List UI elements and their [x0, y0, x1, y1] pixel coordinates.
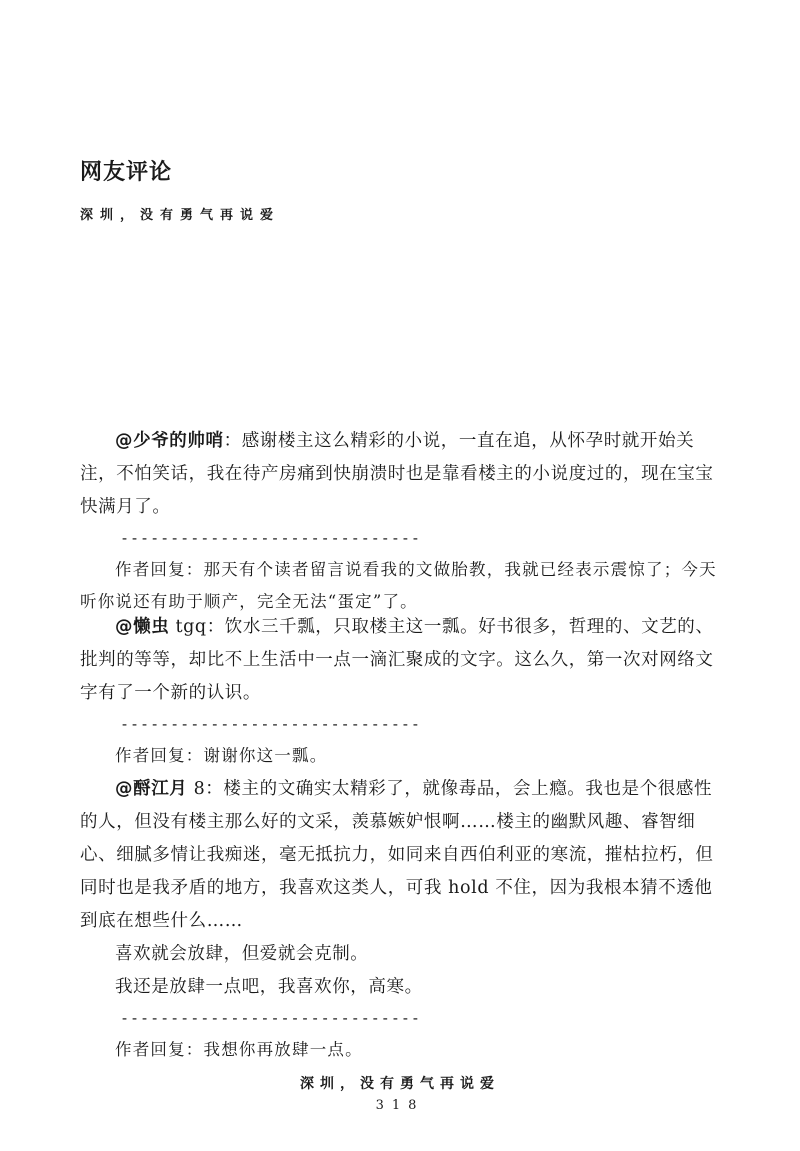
comment-block-1 [80, 425, 720, 618]
comment-text [80, 773, 720, 938]
comment-text [80, 425, 720, 524]
comment-extra-line: 喜欢就会放肆，但爱就会克制。 [115, 944, 369, 964]
author-reply: 作者回复：我想你再放肆一点。 [115, 1040, 363, 1059]
running-head: 深圳，没有勇气再说爱 [80, 208, 281, 223]
comment-block-2 [80, 611, 720, 772]
page-number: 318 [375, 1098, 425, 1113]
comment-handle: @懒虫 [115, 617, 170, 637]
section-title: 网友评论 [80, 160, 173, 185]
comment-text [80, 611, 720, 710]
divider: ------------------------------ [120, 529, 421, 547]
comment-body: 8：楼主的文确实太精彩了，就像毒品，会上瘾。我也是个很感性的人，但没有楼主那么好的文采，羡慕嫉妒恨啊……楼主的幽默风趣、睿智细心、细腻多情让我痴迷，毫无抵抗力，如同来自西伯利亚的寒流，摧枯拉朽，但同时也是我矛盾的地方，我喜欢这类人，可我 hold 不住，因为我根本猜不透他到底在想些什么…… [80, 779, 714, 931]
comment-handle: @少爷的帅哨 [115, 431, 224, 451]
author-reply: 作者回复：谢谢你这一瓢。 [115, 746, 328, 765]
comment-body: tgq：饮水三千瓢，只取楼主这一瓢。好书很多，哲理的、文艺的、批判的等等，却比不上生活中一点一滴汇聚成的文字。这么久，第一次对网络文字有了一个新的认识。 [80, 617, 714, 703]
comment-block-3 [80, 773, 720, 1066]
comment-body: ：感谢楼主这么精彩的小说，一直在追，从怀孕时就开始关注，不怕笑话，我在待产房痛到快崩溃时也是靠看楼主的小说度过的，现在宝宝快满月了。 [80, 431, 714, 517]
comment-extra-line: 我还是放肆一点吧，我喜欢你，高寒。 [115, 977, 423, 997]
comment-handle: @酹江月 [115, 779, 188, 799]
author-reply: 作者回复：那天有个读者留言说看我的文做胎教，我就已经表示震惊了；今天听你说还有助于顺产，完全无法“蛋定”了。 [80, 560, 717, 611]
footer-book-title: 深圳，没有勇气再说爱 [300, 1076, 500, 1092]
divider: ------------------------------ [120, 1009, 421, 1027]
divider: ------------------------------ [120, 715, 421, 733]
